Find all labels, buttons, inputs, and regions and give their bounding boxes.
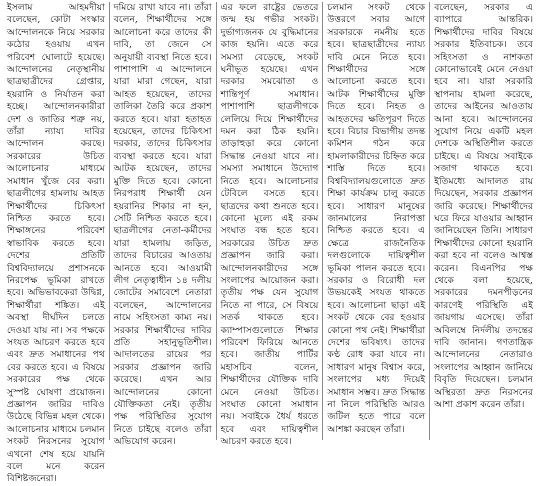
column-3-text: এর ফলে রাষ্ট্রের ভেতরে জন্ম হয় গভীর সংকট। দুর্ভাগ্যজনক যে বুদ্ধিমানের কাজ হয়নি। এতে করে সমস্যা বেড়েছে, সংকট ঘনীভূত হয়েছে। এখন দরকার সমঝোতা ও শান্তিপূর্ণ সমাধান। পাশাপাশি ছাত্রলীগকে লেলিয়ে দিয়ে শিক্ষার্থীদের দমন করা ঠিক হয়নি। তাড়াহুড়া করে কোনো সিদ্ধান্ত নেওয়া যাবে না। সমস্যা সমাধানে উদ্যোগ নিতে হবে। আলোচনার টেবিলে বসতে হবে। ছাত্রদের কথা শুনতে হবে। কোনো মূল্যে এই রকম সংঘাত বন্ধ হতে হবে। সরকারের উচিত দ্রুত প্রজ্ঞাপন জারি করা। আন্দোলনকারীদের সঙ্গে সংলাপের আয়োজন করা। তৃতীয় পক্ষ যেন সুযোগ নিতে না পারে, সে বিষয়ে সতর্ক থাকতে হবে। ক্যাম্পাসগুলোতে শিক্ষার পরিবেশ ফিরিয়ে আনতে হবে। জাতীয় পার্টির মহাসচিব বলেন, শিক্ষার্থীদের যৌক্তিক দাবি মেনে নেওয়া উচিত। সংঘাত কোনো সমাধান নয়। সবাইকে ধৈর্য ধরতে হবে এবং দায়িত্বশীল আচরণ করতে হবে। (220, 2, 319, 448)
column-4-text: চলমান সংকট থেকে উত্তরণে সবার আগে সরকারকে নমনীয় হতে হবে। ছাত্রছাত্রীদের ন্যায্য দাবি মেনে নিতে হবে। শিক্ষার্থীদের সঙ্গে আলোচনা করতে হবে। আটক শিক্ষার্থীদের মুক্তি দিতে হবে। নিহত ও আহতদের ক্ষতিপূরণ দিতে হবে। বিচার বিভাগীয় তদন্ত কমিশন গঠন করে হামলাকারীদের চিহ্নিত করে শাস্তি দিতে হবে। বিশ্ববিদ্যালয়গুলোতে দ্রুত শিক্ষা কার্যক্রম চালু করতে হবে। সাধারণ মানুষের জানমালের নিরাপত্তা নিশ্চিত করতে হবে। এ ক্ষেত্রে রাজনৈতিক দলগুলোকে দায়িত্বশীল ভূমিকা পালন করতে হবে। সরকার ও বিরোধী দল উভয়কেই সংযত থাকতে হবে। আলোচনা ছাড়া এই সংকট থেকে বের হওয়ার কোনো পথ নেই। শিক্ষার্থীরা দেশের ভবিষ্যৎ। তাদের কণ্ঠ রোধ করা যাবে না। সাধারণ মানুষ বিশ্বাস করে, সংলাপের মধ্য দিয়েই সমাধান সম্ভব। দ্রুত সিদ্ধান্ত না নিলে পরিস্থিতি আরও জটিল হতে পারে বলে আশঙ্কা করছেন তাঁরা। (327, 2, 426, 435)
article-column-5 (430, 2, 537, 440)
column-2-text: দমিয়ে রাখা যাবে না। তাঁরা বলেন, শিক্ষার্থীদের সঙ্গে আলোচনা করে তাদের কী দাবি, তা জেনে সে অনুযায়ী ব্যবস্থা নিতে হবে। পাশাপাশি এ আন্দোলনে যারা মারা গেছেন, যারা আহত হয়েছেন, তাদের তালিকা তৈরি করে প্রকাশ করতে হবে। যারা হতাহত হয়েছেন, তাদের চিকিৎসা দরকার, তাদের চিকিৎসার ব্যবস্থা করতে হবে। যারা আটক হয়েছেন, তাদের মুক্তি দিতে হবে। কোনো নিরপরাধ শিক্ষার্থী যেন হয়রানির শিকার না হন, সেটি নিশ্চিত করতে হবে। ছাত্রলীগের নেতা-কর্মীদের যারা হামলায় জড়িত, তাদের বিচারের আওতায় আনতে হবে। আওয়ামী লীগ নেতৃত্বাধীন ১৪ দলীয় জোটের সমাবেশে নেতারা বলেছেন, আন্দোলনের নামে সহিংসতা কাম্য নয়। সরকার শিক্ষার্থীদের দাবির প্রতি সহানুভূতিশীল। আদালতের রায়ের পর সরকার প্রজ্ঞাপন জারি করেছে। এখন আর আন্দোলনের কোনো যৌক্তিকতা নেই। তৃতীয় পক্ষ পরিস্থিতির সুযোগ নিতে চাইছে বলেও তাঁরা অভিযোগ করেন। (113, 2, 212, 448)
article-column-1 (3, 2, 110, 485)
article-column-4 (323, 2, 430, 440)
article-column-2 (110, 2, 217, 448)
column-5-text: বলেছেন, সরকার এ ব্যাপারে আন্তরিক। শিক্ষার্থীদের দাবির বিষয়ে সরকার ইতিবাচক। তবে সহিংসতা ও নাশকতা কোনোভাবেই মেনে নেওয়া হবে না। যারা সরকারি স্থাপনায় হামলা করেছে, তাদের আইনের আওতায় আনা হবে। আন্দোলনের সুযোগ নিয়ে একটি মহল দেশকে অস্থিতিশীল করতে চাইছে। এ বিষয়ে সবাইকে সজাগ থাকতে হবে। ইতিমধ্যে আদালত রায় দিয়েছেন, সরকার প্রজ্ঞাপন জারি করেছে। শিক্ষার্থীদের ঘরে ফিরে যাওয়ার আহ্বান জানিয়েছেন তিনি। সাধারণ শিক্ষার্থীদের কোনো হয়রানি করা হবে না বলেও আশ্বস্ত করেন। বিএনপির পক্ষ থেকে বলা হয়েছে, সরকারের দমনপীড়নের কারণেই পরিস্থিতি এই জায়গায় এসেছে। তাঁরা অবিলম্বে নির্দলীয় তদন্তের দাবি জানান। গণতান্ত্রিক আন্দোলনের নেতারাও সংলাপের আহ্বান জানিয়ে বিবৃতি দিয়েছেন। চলমান অস্থিরতা দ্রুত নিরসনের আশা প্রকাশ করেন তাঁরা। (434, 2, 533, 410)
column-1-text: ইসলাম আহমদীয়া বলেছেন, কোটা সংস্কার আন্দোলনকে নিয়ে সরকার কঠোর হওয়ায় এখন পরিবেশ ঘোলাটে হয়েছে। আন্দোলনের নেতৃস্থানীয় ছাত্রছাত্রীদের গ্রেপ্তার, হয়রানি ও নির্যাতন করা হচ্ছে। আন্দোলনকারীরা দেশ ও জাতির শত্রু নয়, তাঁরা ন্যায্য দাবির আন্দোলন করছে। সরকারের উচিত আলোচনার মাধ্যমে সমাধান খুঁজে বের করা। ছাত্রলীগের হামলায় আহত শিক্ষার্থীদের চিকিৎসা নিশ্চিত করতে হবে। শিক্ষাঙ্গনের পরিবেশ স্বাভাবিক করতে হবে। দেশের প্রতিটি বিশ্ববিদ্যালয়ে প্রশাসনকে নিরপেক্ষ ভূমিকা রাখতে হবে। অভিভাবকেরা উদ্বিগ্ন, শিক্ষার্থীরা শঙ্কিত। এই অবস্থা দীর্ঘদিন চলতে দেওয়া যায় না। সব পক্ষকে সংযত আচরণ করতে হবে এবং দ্রুত সমাধানের পথ বের করতে হবে। এ বিষয়ে সরকারের পক্ষ থেকে সুস্পষ্ট ঘোষণা প্রয়োজন। প্রজ্ঞাপন জারির দাবিও উঠেছে বিভিন্ন মহল থেকে। আলোচনার মাধ্যমে চলমান সংকট নিরসনের সুযোগ এখনো শেষ হয়ে যায়নি বলে মনে করেন বিশিষ্টজনেরা। (7, 2, 105, 485)
article-column-3 (217, 2, 324, 448)
